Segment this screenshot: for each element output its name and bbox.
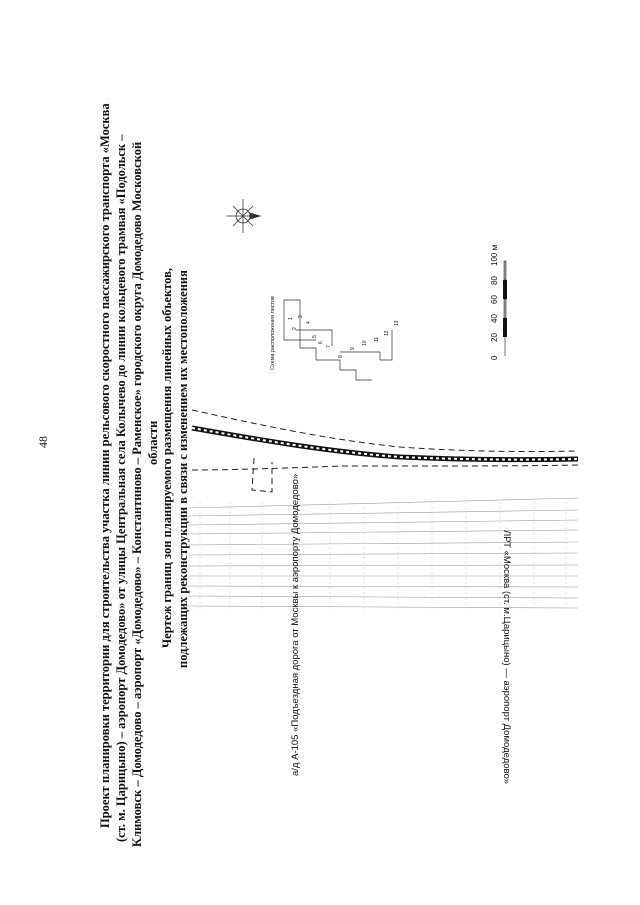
scale-tick: 20 bbox=[490, 333, 499, 342]
north-arrow-icon bbox=[226, 199, 260, 233]
subtitle-line-1: Чертеж границ зон планируемого размещения линейных объектов, bbox=[160, 268, 174, 648]
inset-number: 2 bbox=[292, 327, 298, 330]
scale-tick: 100 м bbox=[490, 244, 499, 266]
inset-number: 8 bbox=[338, 355, 344, 358]
inset-number: 13 bbox=[394, 320, 400, 326]
zone-boundary bbox=[192, 410, 578, 492]
title-line-1: Проект планировки территории для строительства участка линии рельсового скоростного пассажирского транспорта «Москва bbox=[98, 103, 112, 828]
scale-bar bbox=[503, 261, 507, 356]
scale-tick: 60 bbox=[490, 295, 499, 304]
title-line-2: (ст. м. Царицыно) – аэропорт Домодедово» от улицы Центральная села Колычево до линии кольцевого трамвая «Подольск – bbox=[114, 134, 128, 842]
scale-tick: 0 bbox=[490, 355, 499, 360]
road-label: а/д А-105 «Подъездная дорога от Москвы к аэропорту Домодедово» bbox=[290, 473, 301, 776]
scale-tick: 80 bbox=[490, 276, 499, 285]
rail-label: ЛРТ «Москва (ст. м.Царицыно) — аэропорт Домодедово» bbox=[501, 530, 512, 785]
inset-title: Схема расположения листов bbox=[270, 296, 276, 370]
inset-number: 4 bbox=[306, 321, 312, 324]
inset-number: 1 bbox=[288, 317, 294, 320]
scale-tick: 40 bbox=[490, 314, 499, 323]
inset-number: 3 bbox=[298, 315, 304, 318]
inset-number: 9 bbox=[350, 347, 356, 350]
page-number: 48 bbox=[36, 436, 50, 448]
inset-number: 5 bbox=[312, 335, 318, 338]
inset-number: 12 bbox=[384, 330, 390, 336]
title-line-4: области bbox=[146, 420, 160, 465]
rail-line bbox=[192, 428, 578, 460]
road-band bbox=[188, 498, 578, 612]
inset-number: 10 bbox=[362, 340, 368, 346]
inset-number: 7 bbox=[326, 345, 332, 348]
subtitle-line-2: подлежащих реконструкции в связи с изменением их местоположения bbox=[176, 270, 190, 668]
inset-number: 11 bbox=[374, 336, 380, 342]
inset-number: 6 bbox=[318, 341, 324, 344]
title-line-3: Климовск – Домодедово – аэропорт «Домодедово» – Константиново – Раменское» городского округа Домодедово Московской bbox=[130, 141, 144, 847]
